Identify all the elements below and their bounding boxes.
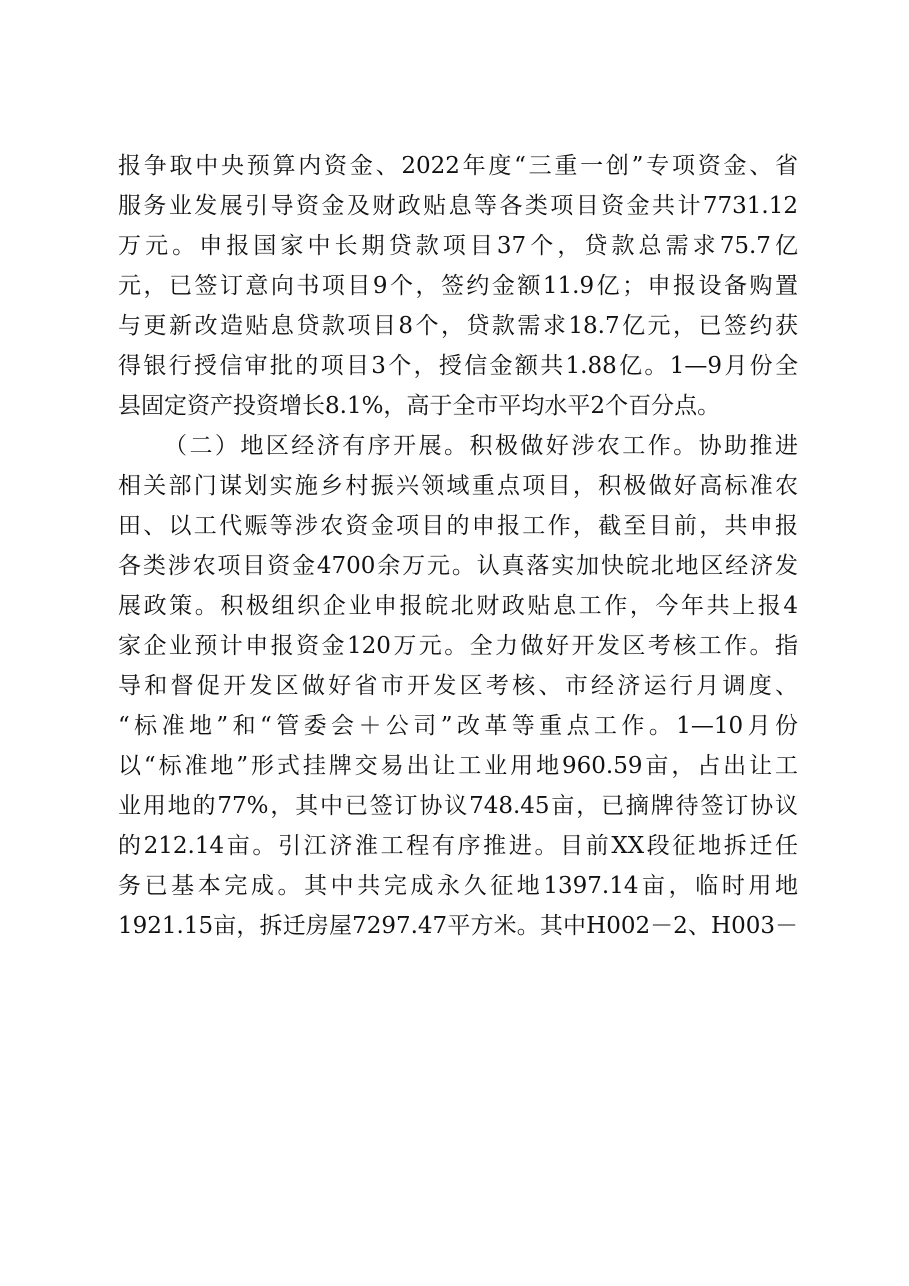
text-line: 田、以工代赈等涉农资金项目的申报工作，截至目前，共申报 <box>118 513 798 539</box>
text-line: 服务业发展引导资金及财政贴息等各类项目资金共计7731.12 <box>118 193 798 219</box>
paragraph-heading-line: （二）地区经济有序开展。积极做好涉农工作。协助推进 <box>164 433 798 459</box>
text-line: 1921.15亩，拆迁房屋7297.47平方米。其中H002－2、H003－ <box>118 913 798 939</box>
text-line: 家企业预计申报资金120万元。全力做好开发区考核工作。指 <box>118 633 798 659</box>
text-line: 报争取中央预算内资金、2022年度“三重一创”专项资金、省 <box>118 153 798 179</box>
text-line: 与更新改造贴息贷款项目8个，贷款需求18.7亿元，已签约获 <box>118 313 798 339</box>
paragraph-end-line: 县固定资产投资增长8.1%，高于全市平均水平2个百分点。 <box>118 393 721 419</box>
text-line: 各类涉农项目资金4700余万元。认真落实加快皖北地区经济发 <box>118 553 798 579</box>
text-line: 的212.14亩。引江济淮工程有序推进。目前XX段征地拆迁任 <box>118 833 798 859</box>
text-line: 展政策。积极组织企业申报皖北财政贴息工作，今年共上报4 <box>118 593 798 619</box>
text-line: 得银行授信审批的项目3个，授信金额共1.88亿。1—9月份全 <box>118 353 798 379</box>
text-line: “标准地”和“管委会＋公司”改革等重点工作。1—10月份 <box>118 713 798 739</box>
text-line: 元，已签订意向书项目9个，签约金额11.9亿；申报设备购置 <box>118 273 798 299</box>
text-line: 导和督促开发区做好省市开发区考核、市经济运行月调度、 <box>118 673 798 699</box>
text-line: 业用地的77%，其中已签订协议748.45亩，已摘牌待签订协议 <box>118 793 798 819</box>
text-line: 以“标准地”形式挂牌交易出让工业用地960.59亩，占出让工 <box>118 753 798 779</box>
text-line: 务已基本完成。其中共完成永久征地1397.14亩，临时用地 <box>118 873 798 899</box>
body-text <box>118 146 798 946</box>
text-line: 相关部门谋划实施乡村振兴领域重点项目，积极做好高标准农 <box>118 473 798 499</box>
text-line: 万元。申报国家中长期贷款项目37个，贷款总需求75.7亿 <box>118 233 798 259</box>
